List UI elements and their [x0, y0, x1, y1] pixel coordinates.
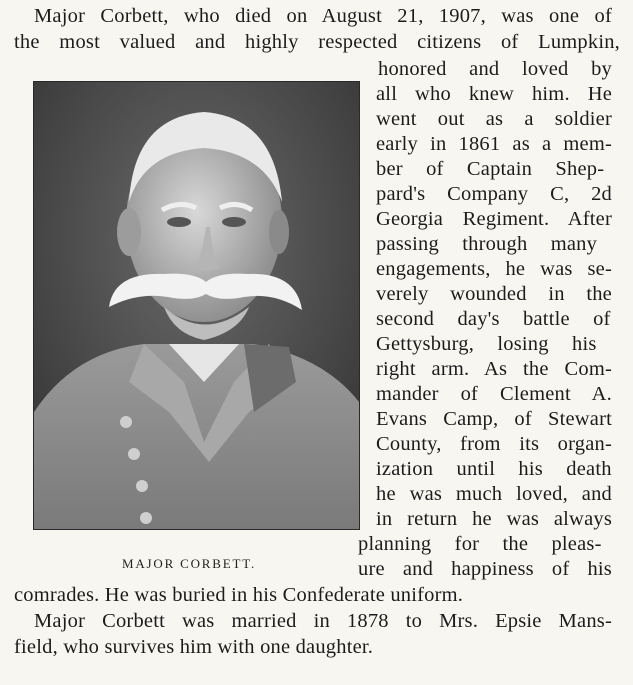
column-line-text: ization until his death — [376, 458, 612, 480]
column-line — [358, 532, 612, 556]
column-line — [376, 257, 612, 281]
column-line — [376, 432, 612, 456]
column-line-text: planning for the pleas- — [358, 533, 602, 555]
column-line — [376, 507, 612, 531]
column-line-text: ber of Captain Shep- — [376, 158, 605, 180]
column-line — [376, 332, 612, 356]
photo-caption: MAJOR CORBETT. — [122, 556, 257, 571]
column-line — [358, 557, 612, 581]
column-line-text: Gettysburg, losing his — [376, 333, 597, 355]
column-line-text: all who knew him. He — [376, 83, 612, 105]
column-line-text: verely wounded in the — [376, 283, 612, 305]
text-line-married-content: Major Corbett was married in 1878 to Mrs. Epsie Mans- — [34, 610, 612, 632]
column-line-text: Evans Camp, of Stewart — [376, 408, 612, 430]
column-line — [376, 357, 612, 381]
text-line-1-content: Major Corbett, who died on August 21, 1907, was one of — [34, 5, 612, 27]
column-line — [376, 407, 612, 431]
text-line-2 — [14, 30, 620, 54]
column-line — [376, 82, 612, 106]
column-line-text: honored and loved by — [378, 58, 612, 80]
column-line — [376, 457, 612, 481]
column-line-text: early in 1861 as a mem- — [376, 133, 612, 155]
column-line-text: Georgia Regiment. After — [376, 208, 612, 230]
column-line — [376, 132, 612, 156]
column-line-text: engagements, he was se- — [376, 258, 612, 280]
column-line-text: second day's battle of — [376, 308, 611, 330]
column-line — [376, 107, 612, 131]
text-line-married — [34, 609, 612, 633]
column-line-text: in return he was always — [376, 508, 612, 530]
column-line-text: ure and happiness of his — [358, 558, 612, 580]
portrait-image — [34, 82, 359, 529]
column-line — [376, 382, 612, 406]
column-line — [376, 307, 612, 331]
column-line-text: passing through many — [376, 233, 598, 255]
column-line-text: County, from its organ- — [376, 433, 612, 455]
text-line-comrades: comrades. He was buried in his Confederate uniform. — [14, 584, 464, 606]
column-line — [376, 232, 612, 256]
column-line-text: he was much loved, and — [376, 483, 612, 505]
column-line-text: went out as a soldier — [376, 108, 612, 130]
column-line — [376, 207, 612, 231]
column-line — [376, 482, 612, 506]
text-line-1 — [34, 4, 612, 28]
text-line-2-content: the most valued and highly respected citizens of Lumpkin, — [14, 31, 620, 53]
text-line-survives: field, who survives him with one daughter. — [14, 636, 374, 658]
column-line-text: pard's Company C, 2d — [376, 183, 612, 205]
portrait-photo — [34, 82, 359, 529]
column-line — [376, 182, 612, 206]
column-line-text: right arm. As the Com- — [376, 358, 612, 380]
column-line — [376, 157, 612, 181]
column-line — [376, 282, 612, 306]
column-line — [378, 57, 612, 81]
column-line-text: mander of Clement A. — [376, 383, 612, 405]
